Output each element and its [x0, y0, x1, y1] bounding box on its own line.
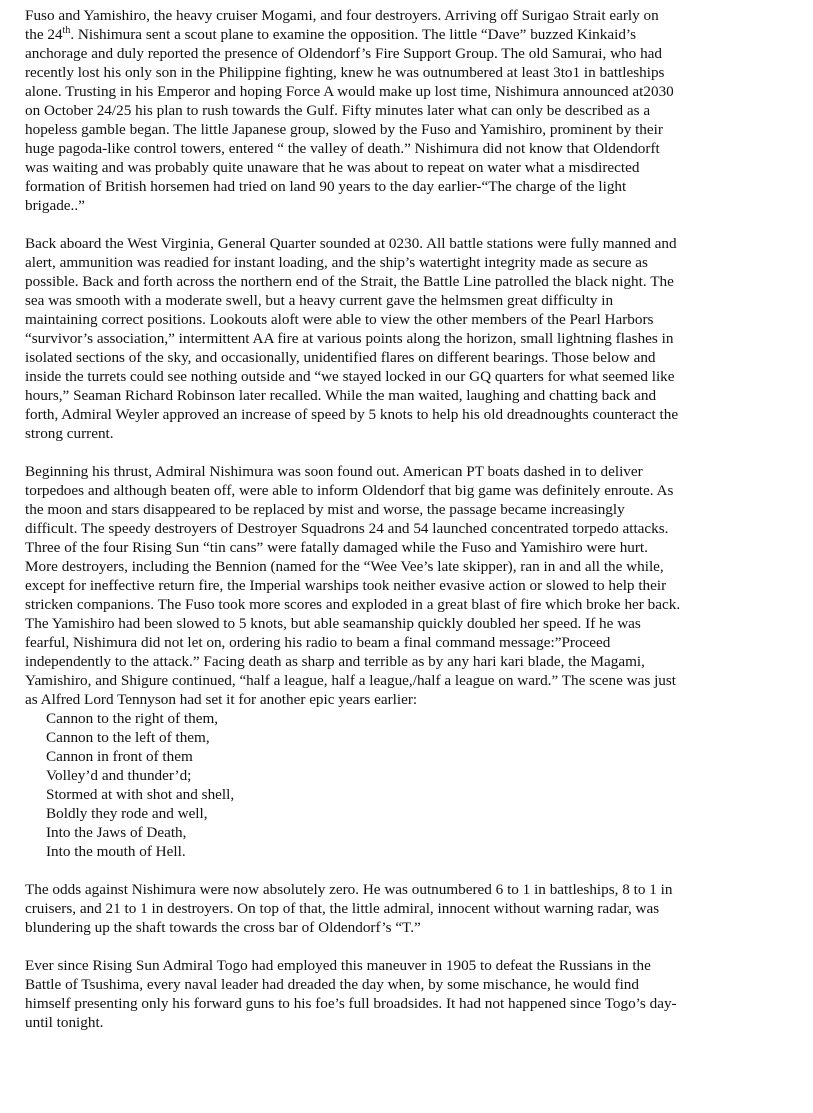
- text-line: himself presenting only his forward guns to his foe’s full broadsides. It had not happened since Togo’s day-: [25, 995, 677, 1012]
- text-line: alone. Trusting in his Emperor and hoping Force A would make up lost time, Nishimura announced at2030: [25, 83, 674, 100]
- text-line: except for ineffective return fire, the Imperial warships took neither evasive action or slowed to help their: [25, 577, 667, 594]
- text-line: brigade..”: [25, 197, 85, 214]
- paragraph-west-virginia: [25, 234, 783, 443]
- text-line: The Yamishiro had been slowed to 5 knots, but able seamanship quickly doubled her speed. If he was: [25, 615, 641, 632]
- text-line: anchorage and duly reported the presence of Oldendorf’s Fire Support Group. The old Samurai, who had: [25, 45, 662, 62]
- document-page: [25, 6, 783, 1051]
- paragraph-nishimura-approach: [25, 6, 783, 215]
- text-line: independently to the attack.” Facing death as sharp and terrible as by any hari kari blade, the Magami,: [25, 653, 645, 670]
- text-line: isolated sections of the sky, and occasionally, unidentified flares on different bearings. Those below and: [25, 349, 656, 366]
- text-line: strong current.: [25, 425, 114, 442]
- text-line: the 24th. Nishimura sent a scout plane to examine the opposition. The little “Dave” buzzed Kinkaid’s: [25, 24, 637, 43]
- poem-line: Cannon to the left of them,: [46, 729, 210, 746]
- text-line: Battle of Tsushima, every naval leader had dreaded the day when, by some mischance, he would find: [25, 976, 639, 993]
- paragraph-nishimura-thrust: [25, 462, 783, 709]
- text-line: torpedoes and although beaten off, were able to inform Oldendorf that big game was definitely enroute. As: [25, 482, 674, 499]
- poem-line: Boldly they rode and well,: [46, 805, 208, 822]
- text-line: “survivor’s association,” intermittent AA fire at various points along the horizon, small lightning flashes in: [25, 330, 674, 347]
- text-line: was waiting and was probably quite unaware that he was about to repeat on water what a misdirected: [25, 159, 640, 176]
- paragraph-odds: [25, 880, 783, 937]
- text-line: More destroyers, including the Bennion (named for the “Wee Vee’s late skipper), ran in and all the while,: [25, 558, 664, 575]
- text-line: hopeless gamble began. The little Japanese group, slowed by the Fuso and Yamishiro, prominent by their: [25, 121, 663, 138]
- text-line: difficult. The speedy destroyers of Destroyer Squadrons 24 and 54 launched concentrated torpedo attacks.: [25, 520, 669, 537]
- text-line: cruisers, and 21 to 1 in destroyers. On top of that, the little admiral, innocent without warning radar, was: [25, 900, 660, 917]
- text-line: alert, ammunition was readied for instant loading, and the ship’s watertight integrity made as secure as: [25, 254, 648, 271]
- text-line: Yamishiro, and Shigure continued, “half a league, half a league,/half a league on ward.” The scene was just: [25, 672, 677, 689]
- text-line: The odds against Nishimura were now absolutely zero. He was outnumbered 6 to 1 in battleships, 8 to 1 in: [25, 881, 673, 898]
- text-line: the moon and stars disappeared to be replaced by mist and worse, the passage became increasingly: [25, 501, 625, 518]
- poem-line: Cannon in front of them: [46, 748, 193, 765]
- poem-line: Cannon to the right of them,: [46, 710, 219, 727]
- text-line: inside the turrets could see nothing outside and “we stayed locked in our GQ quarters for what seemed like: [25, 368, 675, 385]
- text-line: Three of the four Rising Sun “tin cans” were fatally damaged while the Fuso and Yamishiro were hurt.: [25, 539, 648, 556]
- text-line: huge pagoda-like control towers, entered “ the valley of death.” Nishimura did not know that Oldendorft: [25, 140, 660, 157]
- text-line: Beginning his thrust, Admiral Nishimura was soon found out. American PT boats dashed in to deliver: [25, 463, 643, 480]
- poem-line: Into the mouth of Hell.: [46, 843, 186, 860]
- text-line: blundering up the shaft towards the cross bar of Oldendorf’s “T.”: [25, 919, 421, 936]
- text-line: on October 24/25 his plan to rush towards the Gulf. Fifty minutes later what can only be described as a: [25, 102, 651, 119]
- poem-quotation: [25, 709, 783, 861]
- text-line: possible. Back and forth across the northern end of the Strait, the Battle Line patrolled the black night. The: [25, 273, 674, 290]
- poem-line: Volley’d and thunder’d;: [46, 767, 192, 784]
- poem-line: Stormed at with shot and shell,: [46, 786, 235, 803]
- poem-line: Into the Jaws of Death,: [46, 824, 187, 841]
- text-line: recently lost his only son in the Philippine fighting, knew he was outnumbered at least 3to1 in battleships: [25, 64, 665, 81]
- text-line: Back aboard the West Virginia, General Quarter sounded at 0230. All battle stations were fully manned and: [25, 235, 677, 252]
- text-line: formation of British horsemen had tried on land 90 years to the day earlier-“The charge of the light: [25, 178, 627, 195]
- paragraph-togo: [25, 956, 783, 1032]
- text-line: as Alfred Lord Tennyson had set it for another epic years earlier:: [25, 691, 418, 708]
- text-line: Ever since Rising Sun Admiral Togo had employed this maneuver in 1905 to defeat the Russians in the: [25, 957, 651, 974]
- text-line: forth, Admiral Weyler approved an increase of speed by 5 knots to help his old dreadnoughts counteract the: [25, 406, 679, 423]
- text-line: sea was smooth with a moderate swell, but a heavy current gave the helmsmen great difficulty in: [25, 292, 614, 309]
- text-line: until tonight.: [25, 1014, 104, 1031]
- text-line: maintaining correct positions. Lookouts aloft were able to view the other members of the Pearl Harbors: [25, 311, 654, 328]
- text-line: Fuso and Yamishiro, the heavy cruiser Mogami, and four destroyers. Arriving off Surigao Strait early on: [25, 7, 659, 24]
- text-line: hours,” Seaman Richard Robinson later recalled. While the man waited, laughing and chatting back and: [25, 387, 657, 404]
- text-line: stricken companions. The Fuso took more scores and exploded in a great blast of fire which broke her back.: [25, 596, 681, 613]
- text-line: fearful, Nishimura did not let on, ordering his radio to beam a final command message:”Proceed: [25, 634, 611, 651]
